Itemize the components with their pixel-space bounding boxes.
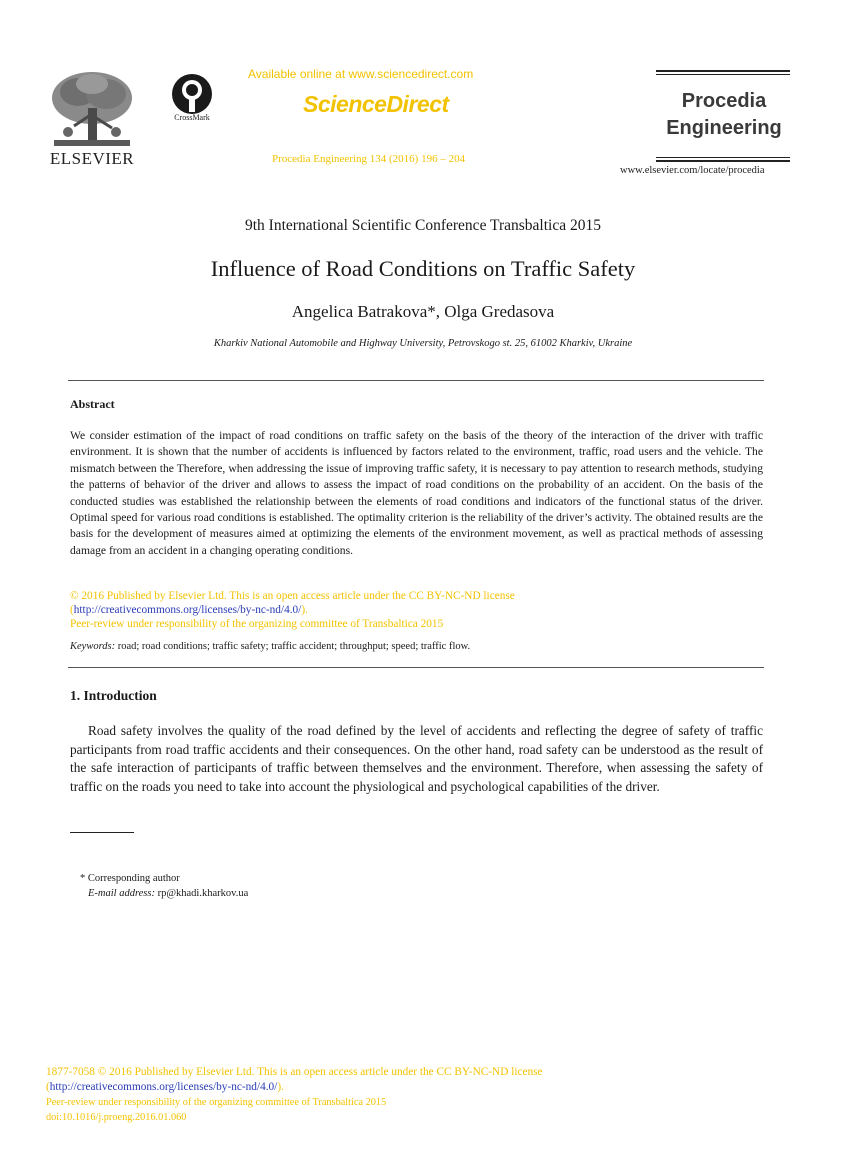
license-link[interactable]: http://creativecommons.org/licenses/by-nc-nd/4.0/ [73,604,302,617]
journal-citation: Procedia Engineering 134 (2016) 196 – 204 [272,153,466,165]
license-close: ). [277,1081,284,1093]
license-close: ). [301,604,308,617]
crossmark-icon[interactable] [170,72,214,116]
copyright-line: © 2016 Published by Elsevier Ltd. This is an open access article under the CC BY-NC-ND license [70,590,515,602]
journal-url-link[interactable]: www.elsevier.com/locate/procedia [620,165,765,176]
footer-license-line [46,1080,543,1095]
journal-rule [656,160,790,162]
available-online-link[interactable]: Available online at www.sciencedirect.com [248,67,474,81]
journal-rule [656,70,790,72]
journal-rule [656,74,790,75]
conference-name: 9th International Scientific Conference Transbaltica 2015 [245,217,601,234]
journal-logo [662,88,786,142]
sciencedirect-logo: ScienceDirect [303,91,449,117]
paper-title: Influence of Road Conditions on Traffic Safety [210,256,636,281]
journal-rule [656,157,790,158]
copyright-block [70,589,515,632]
email-note [88,888,248,899]
keywords [70,641,470,652]
license-open: ( [46,1081,50,1093]
footer-peer-review: Peer-review under responsibility of the organizing committee of Transbaltica 2015 [46,1097,387,1108]
section-heading: 1. Introduction [70,688,157,703]
elsevier-tree-logo [48,68,136,152]
license-line [70,603,515,617]
issn-line: 1877-7058 © 2016 Published by Elsevier Ltd. This is an open access article under the CC BY-NC-ND license [46,1066,543,1078]
divider [68,380,764,381]
page-footer [46,1065,543,1125]
footnote-rule [70,832,134,833]
license-open: ( [70,604,74,617]
authors: Angelica Batrakova*, Olga Gredasova [291,302,555,321]
journal-name-line1: Procedia [681,90,767,112]
corresponding-author-note: * Corresponding author [80,873,180,884]
journal-name-line2: Engineering [666,117,782,139]
abstract-body: We consider estimation of the impact of road conditions on traffic safety on the basis of the theory of the interaction of the driver with traffic environment. It is shown that the number of accidents is influenced by factors related to the environment, traffic, road users and the vehicle. The mismatch between the Therefore, when addressing the issue of improving traffic safety, it is necessary to pay attention to research methods, studying the patterns of behavior of the driver and allows to assess the impact of road conditions on the probability of an accident. On the basis of the conducted studies was established the relationship between the elements of road conditions and indicators of the functional status of the driver. Optimal speed for various road conditions is established. The optimality criterion is the reliability of the driver’s activity. The obtained results are the basis for the development of measures aimed at optimizing the elements of the environment movement, as well as practical methods of assessing damage from an accident in a changing operating conditions. [70,429,763,557]
introduction-body: Road safety involves the quality of the road defined by the level of accidents and reflecting the degree of safety of traffic participants from road traffic accidents and their consequences. On the other hand, road safety can be understood as the result of the safe interaction of participants of traffic between themselves and the environment. Therefore, when assessing the safety of traffic on the roads you need to take into account the physiological and psychological capabilities of the driver. [70,723,763,794]
publisher-wordmark: ELSEVIER [49,149,135,168]
peer-review-line: Peer-review under responsibility of the organizing committee of Transbaltica 2015 [70,618,444,631]
keywords-label: Keywords: [70,641,116,652]
divider [68,667,764,668]
keywords-list: road; road conditions; traffic safety; traffic accident; throughput; speed; traffic flow. [115,641,471,652]
abstract-heading: Abstract [70,397,115,411]
email-label: E-mail address: [88,888,155,899]
email-address[interactable]: rp@khadi.kharkov.ua [154,888,249,899]
doi-link[interactable]: doi:10.1016/j.proeng.2016.01.060 [46,1112,187,1123]
footer-license-link[interactable]: http://creativecommons.org/licenses/by-nc-nd/4.0/ [49,1081,278,1093]
crossmark-label: CrossMark [174,113,210,122]
affiliation: Kharkiv National Automobile and Highway University, Petrovskogo st. 25, 61002 Kharkiv, Ukraine [213,338,633,349]
